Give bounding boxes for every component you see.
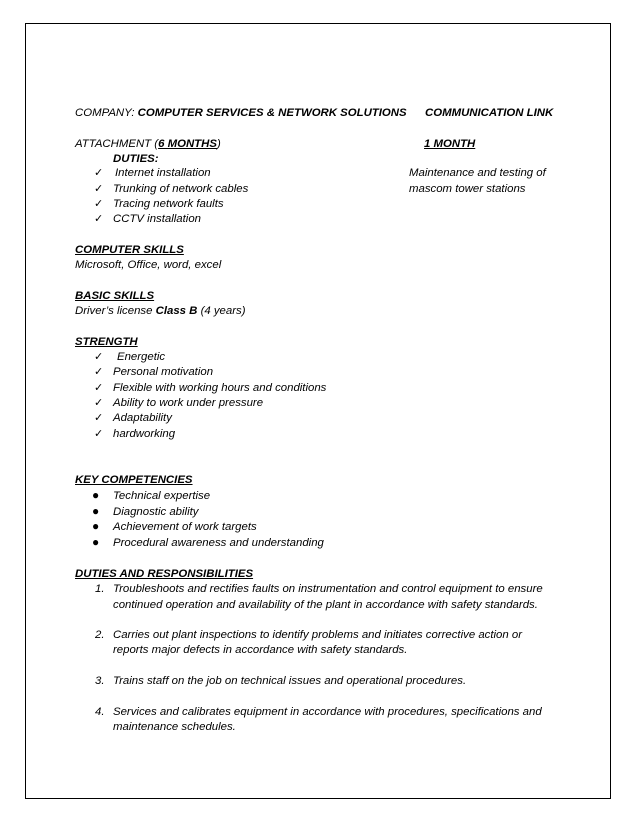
checkmark-icon: ✓ [94, 351, 104, 363]
checkmark-icon: ✓ [94, 397, 104, 409]
key-competencies-title: KEY COMPETENCIES [75, 474, 193, 486]
duties-responsibilities-title: DUTIES AND RESPONSIBILITIES [75, 568, 254, 580]
duties-title: DUTIES: [113, 153, 159, 165]
company-label: COMPANY: [75, 107, 138, 119]
attachment-suffix: ) [216, 138, 221, 150]
checkmark-icon: ✓ [94, 428, 104, 440]
checkmark-icon: ✓ [94, 213, 104, 225]
attachment-line [75, 137, 221, 152]
checkmark-icon: ✓ [94, 382, 104, 394]
company-right-name: COMMUNICATION LINK [425, 107, 554, 119]
checkmark-icon: ✓ [94, 412, 104, 424]
checkmark-icon: ✓ [94, 167, 104, 179]
computer-skills-title: COMPUTER SKILLS [75, 244, 184, 256]
computer-skills-text: Microsoft, Office, word, excel [75, 259, 222, 271]
right-duty-line: mascom tower stations [409, 183, 526, 195]
checkmark-icon: ✓ [94, 198, 104, 210]
license-class: Class B [155, 305, 198, 317]
right-duty-line: Maintenance and testing of [409, 167, 546, 179]
bullet-icon: ● [92, 519, 100, 533]
bullet-icon: ● [92, 535, 100, 549]
bullet-icon: ● [92, 504, 100, 518]
basic-skills-title: BASIC SKILLS [75, 290, 155, 302]
attachment-right-duration: 1 MONTH [424, 138, 476, 150]
attachment-prefix: ATTACHMENT ( [75, 138, 159, 150]
attachment-duration: 6 MONTHS [158, 138, 217, 150]
checkmark-icon: ✓ [94, 183, 104, 195]
basic-skills-text: Driver’s license Class B (4 years) [75, 305, 246, 317]
checkmark-icon: ✓ [94, 366, 104, 378]
strength-title: STRENGTH [75, 336, 138, 348]
company-line [75, 106, 407, 121]
company-name: COMPUTER SERVICES & NETWORK SOLUTIONS [137, 107, 407, 119]
bullet-icon: ● [92, 488, 100, 502]
